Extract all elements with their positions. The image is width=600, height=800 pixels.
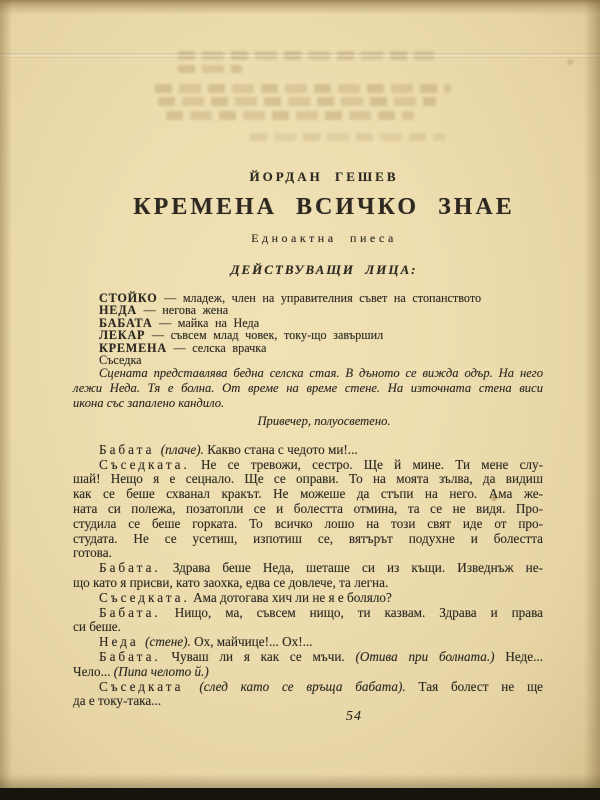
author-name: ЙОРДАН ГЕШЕВ — [249, 169, 399, 184]
stage-direction — [73, 367, 543, 411]
play-subtitle: Едноактна пиеса — [251, 231, 397, 245]
dialogue-text: студата. Не се усетиш, изпотиш се, вятърът подухне и болестта — [73, 530, 543, 546]
speaker-name: Неда — [99, 634, 146, 650]
play-title: КРЕМЕНА ВСИЧКО ЗНАЕ — [133, 194, 515, 220]
cast-entry-name: ЛЕКАР — [99, 328, 146, 343]
dialogue-line — [73, 576, 543, 591]
stage-direction-line: икона със запалено кандило. — [73, 396, 225, 411]
dialogue-line — [73, 517, 543, 532]
text-column — [73, 0, 543, 709]
dialogue-text: си беше. — [73, 619, 121, 635]
dialogue-block — [73, 443, 543, 709]
cast-entry-desc: — негова жена — [137, 303, 229, 318]
dialogue-line — [73, 458, 543, 473]
speaker-name: Бабата. — [99, 560, 161, 576]
dialogue-text: Здрава беше Неда, шеташе си из къщи. Изведнъж не- — [160, 560, 543, 576]
dialogue-text: Ама дотогава хич ли не я е боляло? — [189, 589, 392, 605]
stage-direction-line: лежи Неда. Тя е болна. От време на време стене. На източната стена виси — [73, 381, 543, 396]
cast-entry — [99, 342, 543, 354]
dialogue-text: Тая болест не ще — [405, 678, 544, 694]
speaker-name: Съседката — [99, 678, 200, 694]
dialogue-text: студила се беше горката. То всичко лошо на този свят иде от про- — [73, 515, 543, 531]
right-edge-shadow — [584, 0, 600, 800]
dialogue-line — [73, 591, 543, 606]
inline-stage-direction: (след като се връща бабата). — [199, 678, 406, 694]
inline-stage-direction: (Отива при болната.) — [355, 648, 495, 664]
cast-heading: ДЕЙСТВУВАЩИ ЛИЦА: — [230, 262, 418, 277]
dialogue-line — [73, 487, 543, 502]
cast-entry-name: КРЕМЕНА — [99, 340, 167, 355]
speaker-name: Бабата. — [99, 648, 161, 664]
dialogue-line — [73, 665, 543, 680]
dialogue-text: Какво стана с чедото ми!... — [203, 441, 358, 457]
dialogue-text: да е току-така... — [73, 693, 162, 709]
dialogue-line — [73, 472, 543, 487]
dialogue-line — [73, 635, 543, 650]
cast-entry-desc: — младеж, член на управителния съвет на стопанството — [157, 291, 482, 305]
dialogue-line — [73, 546, 543, 561]
top-edge-shadow — [0, 0, 600, 15]
cast-entry — [99, 354, 543, 366]
dialogue-text: Ох, майчице!... Ох!... — [190, 634, 313, 650]
scene-note: Привечер, полуосветено. — [257, 413, 391, 428]
dialogue-text: Нищо, ма, съвсем нищо, ти казвам. Здрава и права — [160, 604, 543, 620]
cast-entry-name: Съседка — [99, 353, 142, 368]
cast-entry-name: БАБАТА — [99, 315, 153, 330]
dialogue-text: Чело... — [73, 663, 114, 679]
dialogue-text: Неде... — [494, 648, 543, 664]
speaker-name: Съседката. — [99, 589, 190, 605]
dialogue-text: готова. — [73, 545, 112, 561]
dialogue-line — [73, 680, 543, 695]
left-edge-shadow — [0, 0, 12, 800]
dialogue-line — [73, 561, 543, 576]
dialogue-text: Чуваш ли я как се мъчи. — [160, 648, 356, 664]
dialogue-text: що като я присви, като заохка, едва се довлече, та легна. — [73, 575, 389, 590]
speaker-name: Съседката. — [99, 456, 190, 472]
dialogue-text: ната си полежа, позатопли се и болестта отмина, та се не видя. Про- — [73, 501, 543, 517]
dialogue-line — [73, 694, 543, 709]
bottom-edge-shadow — [0, 774, 600, 788]
dialogue-text: Не се тревожи, сестро. Ще й мине. Ти мене слу- — [189, 456, 543, 472]
page-number: 54 — [346, 709, 362, 724]
dialogue-line — [73, 532, 543, 547]
cast-entry-desc: — майка на Неда — [152, 315, 260, 330]
inline-stage-direction: (плаче). — [160, 441, 204, 457]
speaker-name: Бабата — [99, 441, 161, 457]
cast-entry-desc: — съвсем млад човек, току-що завършил — [145, 328, 384, 343]
inline-stage-direction: (стене). — [145, 634, 191, 650]
cast-entry-desc: — селска врачка — [166, 340, 267, 355]
cast-entry-name: НЕДА — [99, 303, 137, 318]
speaker-name: Бабата. — [99, 604, 161, 620]
dialogue-line — [73, 620, 543, 635]
stage-direction-line: Сцената представлява бедна селска стая. В дъното се вижда одър. На него — [99, 366, 543, 381]
dialogue-text: как се беше схванал кракът. Не можеше да стъпи на него. Ама же- — [73, 486, 543, 502]
dialogue-text: шай! Нещо я е сецнало. Ще се оправи. То на моята зълва, да видиш — [73, 471, 543, 487]
dialogue-line — [73, 650, 543, 665]
bottom-scan-edge — [0, 788, 600, 800]
cast-entry-name: СТОЙКО — [99, 291, 158, 305]
dialogue-line — [73, 606, 543, 621]
cast-list — [73, 292, 543, 366]
dialogue-line — [73, 443, 543, 458]
inline-stage-direction: (Пипа челото й.) — [113, 663, 209, 679]
dialogue-line — [73, 502, 543, 517]
